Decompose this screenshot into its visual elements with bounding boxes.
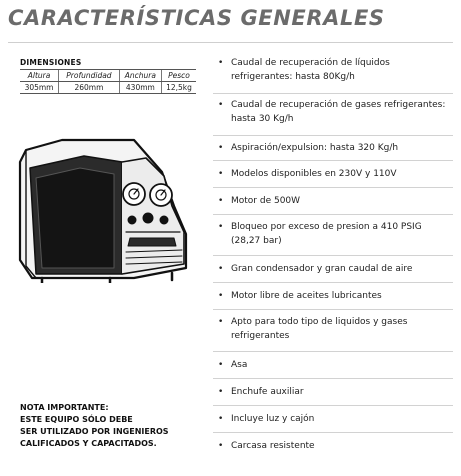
bullet-dot-icon: • [218,143,224,153]
bullet-dot-icon: • [218,291,224,301]
feature-text: Asa [231,360,248,370]
bullet-dot-icon: • [218,100,224,110]
dimensions-table [20,69,196,94]
dimensions-value-width: 430mm [119,82,161,94]
feature-text: Enchufe auxiliar [231,387,304,397]
note-line: ESTE EQUIPO SÓLO DEBE [20,415,133,424]
note-line: CALIFICADOS Y CAPACITADOS. [20,439,157,448]
feature-text: Caudal de recuperación de líquidos refrigerantes: hasta 80Kg/h [231,58,390,82]
feature-text: Caudal de recuperación de gases refrigerantes: hasta 30 Kg/h [231,100,446,124]
bullet-dot-icon: • [218,414,224,424]
dimensions-heading: DIMENSIONES [20,58,82,67]
feature-text: Gran condensador y gran caudal de aire [231,264,413,274]
dimensions-header-row [20,70,196,82]
dimensions-col-height: Altura [20,70,59,82]
feature-text: Aspiración/expulsion: hasta 320 Kg/h [231,143,399,153]
feature-text: Motor de 500W [231,196,301,206]
feature-item [213,256,453,283]
feature-item [213,406,453,433]
dimensions-value-weight: 12,5kg [161,82,196,94]
feature-item [213,161,453,188]
feature-text: Incluye luz y cajón [231,414,315,424]
dimensions-col-depth: Profundidad [59,70,120,82]
bullet-dot-icon: • [218,169,224,179]
dimensions-value-depth: 260mm [59,82,120,94]
feature-item [213,52,453,94]
feature-item [213,310,453,352]
title-divider [8,42,453,43]
important-note [20,402,169,450]
bullet-dot-icon: • [218,222,224,232]
bullet-dot-icon: • [218,264,224,274]
dimensions-value-row [20,82,196,94]
feature-item [213,379,453,406]
bullet-dot-icon: • [218,317,224,327]
bullet-dot-icon: • [218,441,224,451]
feature-text: Carcasa resistente [231,441,315,451]
feature-item [213,283,453,310]
page-title: CARACTERÍSTICAS GENERALES [8,6,385,30]
feature-item [213,136,453,161]
feature-item [213,352,453,379]
bullet-dot-icon: • [218,360,224,370]
feature-item [213,94,453,136]
note-line: SER UTILIZADO POR INGENIEROS [20,427,169,436]
feature-item [213,433,453,457]
bullet-dot-icon: • [218,387,224,397]
feature-text: Motor libre de aceites lubricantes [231,291,382,301]
feature-text: Bloqueo por exceso de presion a 410 PSIG (28,27 bar) [231,222,422,246]
dimensions-col-weight: Pesco [161,70,196,82]
features-list [213,52,453,457]
feature-text: Apto para todo tipo de liquidos y gases refrigerantes [231,317,408,341]
feature-text: Modelos disponibles en 230V y 110V [231,169,397,179]
note-line: NOTA IMPORTANTE: [20,403,109,412]
bullet-dot-icon: • [218,196,224,206]
refrigerant-recovery-unit-illustration [14,128,190,283]
dimensions-col-width: Anchura [119,70,161,82]
bullet-dot-icon: • [218,58,224,68]
dimensions-value-height: 305mm [20,82,59,94]
feature-item [213,188,453,215]
feature-item [213,215,453,256]
